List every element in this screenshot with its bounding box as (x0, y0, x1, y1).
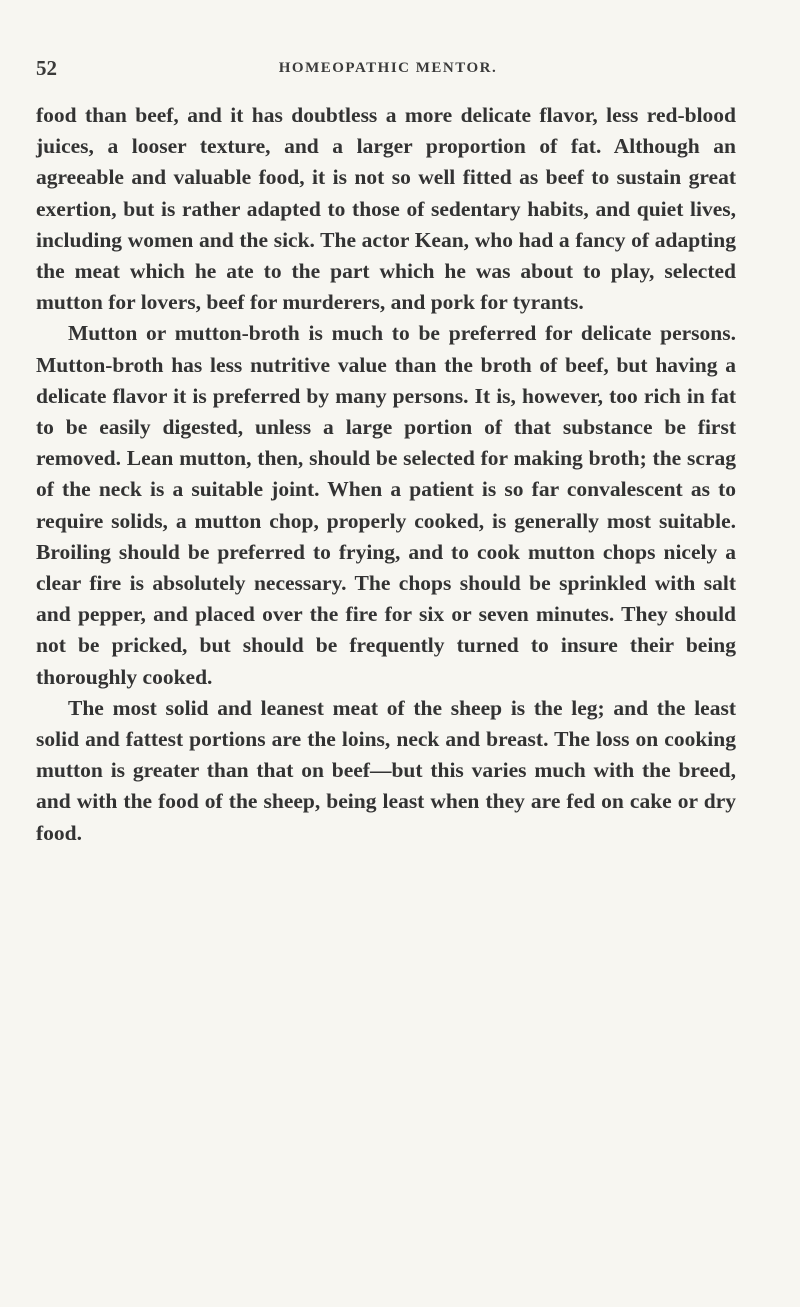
paragraph-mutton-broth: Mutton or mutton-broth is much to be preferred for delicate persons. Mutton-broth has less nutritive value than the broth of beef, but having a delicate flavor it is preferred by many persons. It is, however, too rich in fat to be easily digested, unless a large portion of that substance be first removed. Lean mutton, then, should be selected for making broth; the scrag of the neck is a suitable joint. When a patient is so far convalescent as to require solids, a mutton chop, properly cooked, is generally most suitable. Broiling should be preferred to frying, and to cook mutton chops nicely a clear fire is absolutely necessary. The chops should be sprinkled with salt and pepper, and placed over the fire for six or seven minutes. They should not be pricked, but should be frequently turned to insure their being thoroughly cooked. (36, 321, 736, 689)
paragraph-continued: food than beef, and it has doubtless a more delicate flavor, less red-blood juices, a looser texture, and a larger proportion of fat. Although an agreeable and valuable food, it is not so well fitted as beef to sustain great exertion, but is rather adapted to those of sedentary habits, and quiet lives, including women and the sick. The actor Kean, who had a fancy of adapting the meat which he ate to the part which he was about to play, selected mutton for lovers, beef for murderers, and pork for tyrants. (36, 103, 736, 315)
running-title: HOMEOPATHIC MENTOR. (278, 60, 498, 76)
body-text (36, 100, 736, 849)
paragraph-sheep-cuts: The most solid and leanest meat of the sheep is the leg; and the least solid and fattest portions are the loins, neck and breast. The loss on cooking mutton is greater than that on beef—but this varies much with the breed, and with the food of the sheep, being least when they are fed on cake or dry food. (36, 695, 736, 845)
page-header (36, 56, 740, 86)
page-number: 52 (36, 56, 57, 80)
